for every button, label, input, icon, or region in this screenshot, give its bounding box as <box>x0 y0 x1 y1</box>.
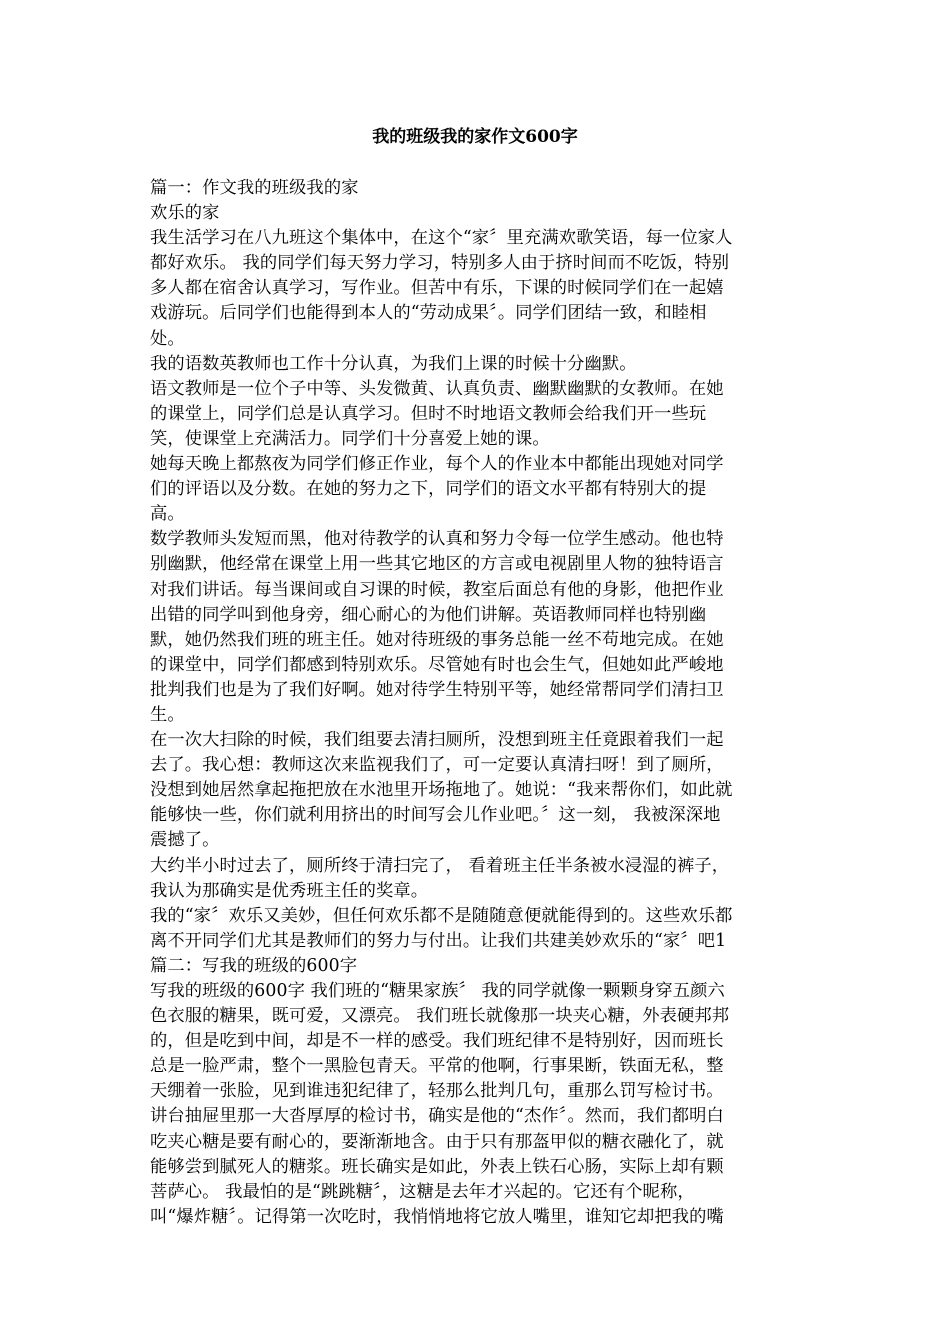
text-line: 语文教师是一位个子中等、头发微黄、认真负责、幽默幽默的女教师。在她 <box>150 378 724 399</box>
text-line: 离不开同学们尤其是教师们的努力与付出。让我们共建美妙欢乐的“家〞吧1 <box>150 930 727 951</box>
text-line: 别幽默，他经常在课堂上用一些其它地区的方言或电视剧里人物的独特语言 <box>150 554 724 575</box>
text-line: 篇二：写我的班级的600字 <box>150 955 358 976</box>
document-title: 我的班级我的家作文600字 <box>372 127 578 147</box>
text-line: 笑，使课堂上充满活力。同学们十分喜爱上她的课。 <box>150 428 550 449</box>
text-line: 色衣服的糖果，既可爱，又漂亮。 我们班长就像那一块夹心糖，外表硬邦邦 <box>150 1006 730 1027</box>
text-line: 能够快一些，你们就利用挤出的时间写会儿作业吧。〞这一刻， 我被深深地 <box>150 805 721 826</box>
text-line: 叫“爆炸糖〞。记得第一次吃时，我悄悄地将它放人嘴里，谁知它却把我的嘴 <box>150 1206 724 1227</box>
text-line: 大约半小时过去了，厕所终于清扫完了， 看着班主任半条被水浸湿的裤子， <box>150 855 730 876</box>
text-line: 我的“家〞欢乐又美妙，但任何欢乐都不是随随意便就能得到的。这些欢乐都 <box>150 905 733 926</box>
text-line: 她每天晚上都熬夜为同学们修正作业，每个人的作业本中都能出现她对同学 <box>150 454 724 475</box>
text-line: 菩萨心。 我最怕的是“跳跳糖〞，这糖是去年才兴起的。它还有个昵称， <box>150 1181 695 1202</box>
text-line: 批判我们也是为了我们好啊。她对待学生特别平等，她经常帮同学们清扫卫 <box>150 679 724 700</box>
text-line: 没想到她居然拿起拖把放在水池里开场拖地了。她说：“我来帮你们，如此就 <box>150 780 733 801</box>
document-body <box>150 176 795 1230</box>
text-line: 生。 <box>150 704 185 725</box>
text-line: 的，但是吃到中间，却是不一样的感受。我们班纪律不是特别好，因而班长 <box>150 1031 724 1052</box>
text-line: 的课堂中，同学们都感到特别欢乐。尽管她有时也会生气，但她如此严峻地 <box>150 654 724 675</box>
text-line: 在一次大扫除的时候，我们组要去清扫厕所，没想到班主任竟跟着我们一起 <box>150 730 724 751</box>
text-line: 总是一脸严肃，整个一黑脸包青天。平常的他啊，行事果断，铁面无私，整 <box>150 1056 724 1077</box>
text-line: 多人都在宿舍认真学习，写作业。但苦中有乐，下课的时候同学们在一起嬉 <box>150 278 724 299</box>
text-line: 欢乐的家 <box>150 203 220 224</box>
text-line: 数学教师头发短而黑，他对待教学的认真和努力令每一位学生感动。他也特 <box>150 529 724 550</box>
text-line: 能够尝到腻死人的糖浆。班长确实是如此，外表上铁石心肠，实际上却有颗 <box>150 1156 724 1177</box>
text-line: 写我的班级的600字 我们班的“糖果家族〞 我的同学就像一颗颗身穿五颜六 <box>150 981 725 1001</box>
text-line: 吃夹心糖是要有耐心的，要渐渐地含。由于只有那盔甲似的糖衣融化了，就 <box>150 1131 724 1152</box>
text-line: 的课堂上，同学们总是认真学习。但时不时地语文教师会给我们开一些玩 <box>150 403 707 424</box>
text-line: 去了。我心想：教师这次来监视我们了，可一定要认真清扫呀！到了厕所， <box>150 755 724 776</box>
text-line: 戏游玩。后同学们也能得到本人的“劳动成果〞。同学们团结一致，和睦相 <box>150 303 707 324</box>
text-line: 讲台抽屉里那一大沓厚厚的检讨书，确实是他的“杰作〞。然而，我们都明白 <box>150 1106 724 1127</box>
text-line: 对我们讲话。每当课间或自习课的时候，教室后面总有他的身影，他把作业 <box>150 579 724 600</box>
text-line: 默，她仍然我们班的班主任。她对待班级的事务总能一丝不苟地完成。在她 <box>150 629 724 650</box>
text-line: 我认为那确实是优秀班主任的奖章。 <box>150 880 429 901</box>
text-line: 都好欢乐。 我的同学们每天努力学习，特别多人由于挤时间而不吃饭，特别 <box>150 253 730 274</box>
text-line: 高。 <box>150 504 185 525</box>
text-line: 天绷着一张脸，见到谁违犯纪律了，轻那么批判几句，重那么罚写检讨书。 <box>150 1081 724 1102</box>
text-line: 篇一：作文我的班级我的家 <box>150 178 359 198</box>
text-line: 我的语数英教师也工作十分认真，为我们上课的时候十分幽默。 <box>150 353 637 374</box>
text-line: 我生活学习在八九班这个集体中，在这个“家〞里充满欢歌笑语，每一位家人 <box>150 228 733 249</box>
text-line: 处。 <box>150 328 185 349</box>
text-line: 出错的同学叫到他身旁，细心耐心的为他们讲解。英语教师同样也特别幽 <box>150 604 707 625</box>
text-line: 们的评语以及分数。在她的努力之下，同学们的语文水平都有特别大的提 <box>150 479 707 500</box>
text-line: 震撼了。 <box>150 830 220 851</box>
